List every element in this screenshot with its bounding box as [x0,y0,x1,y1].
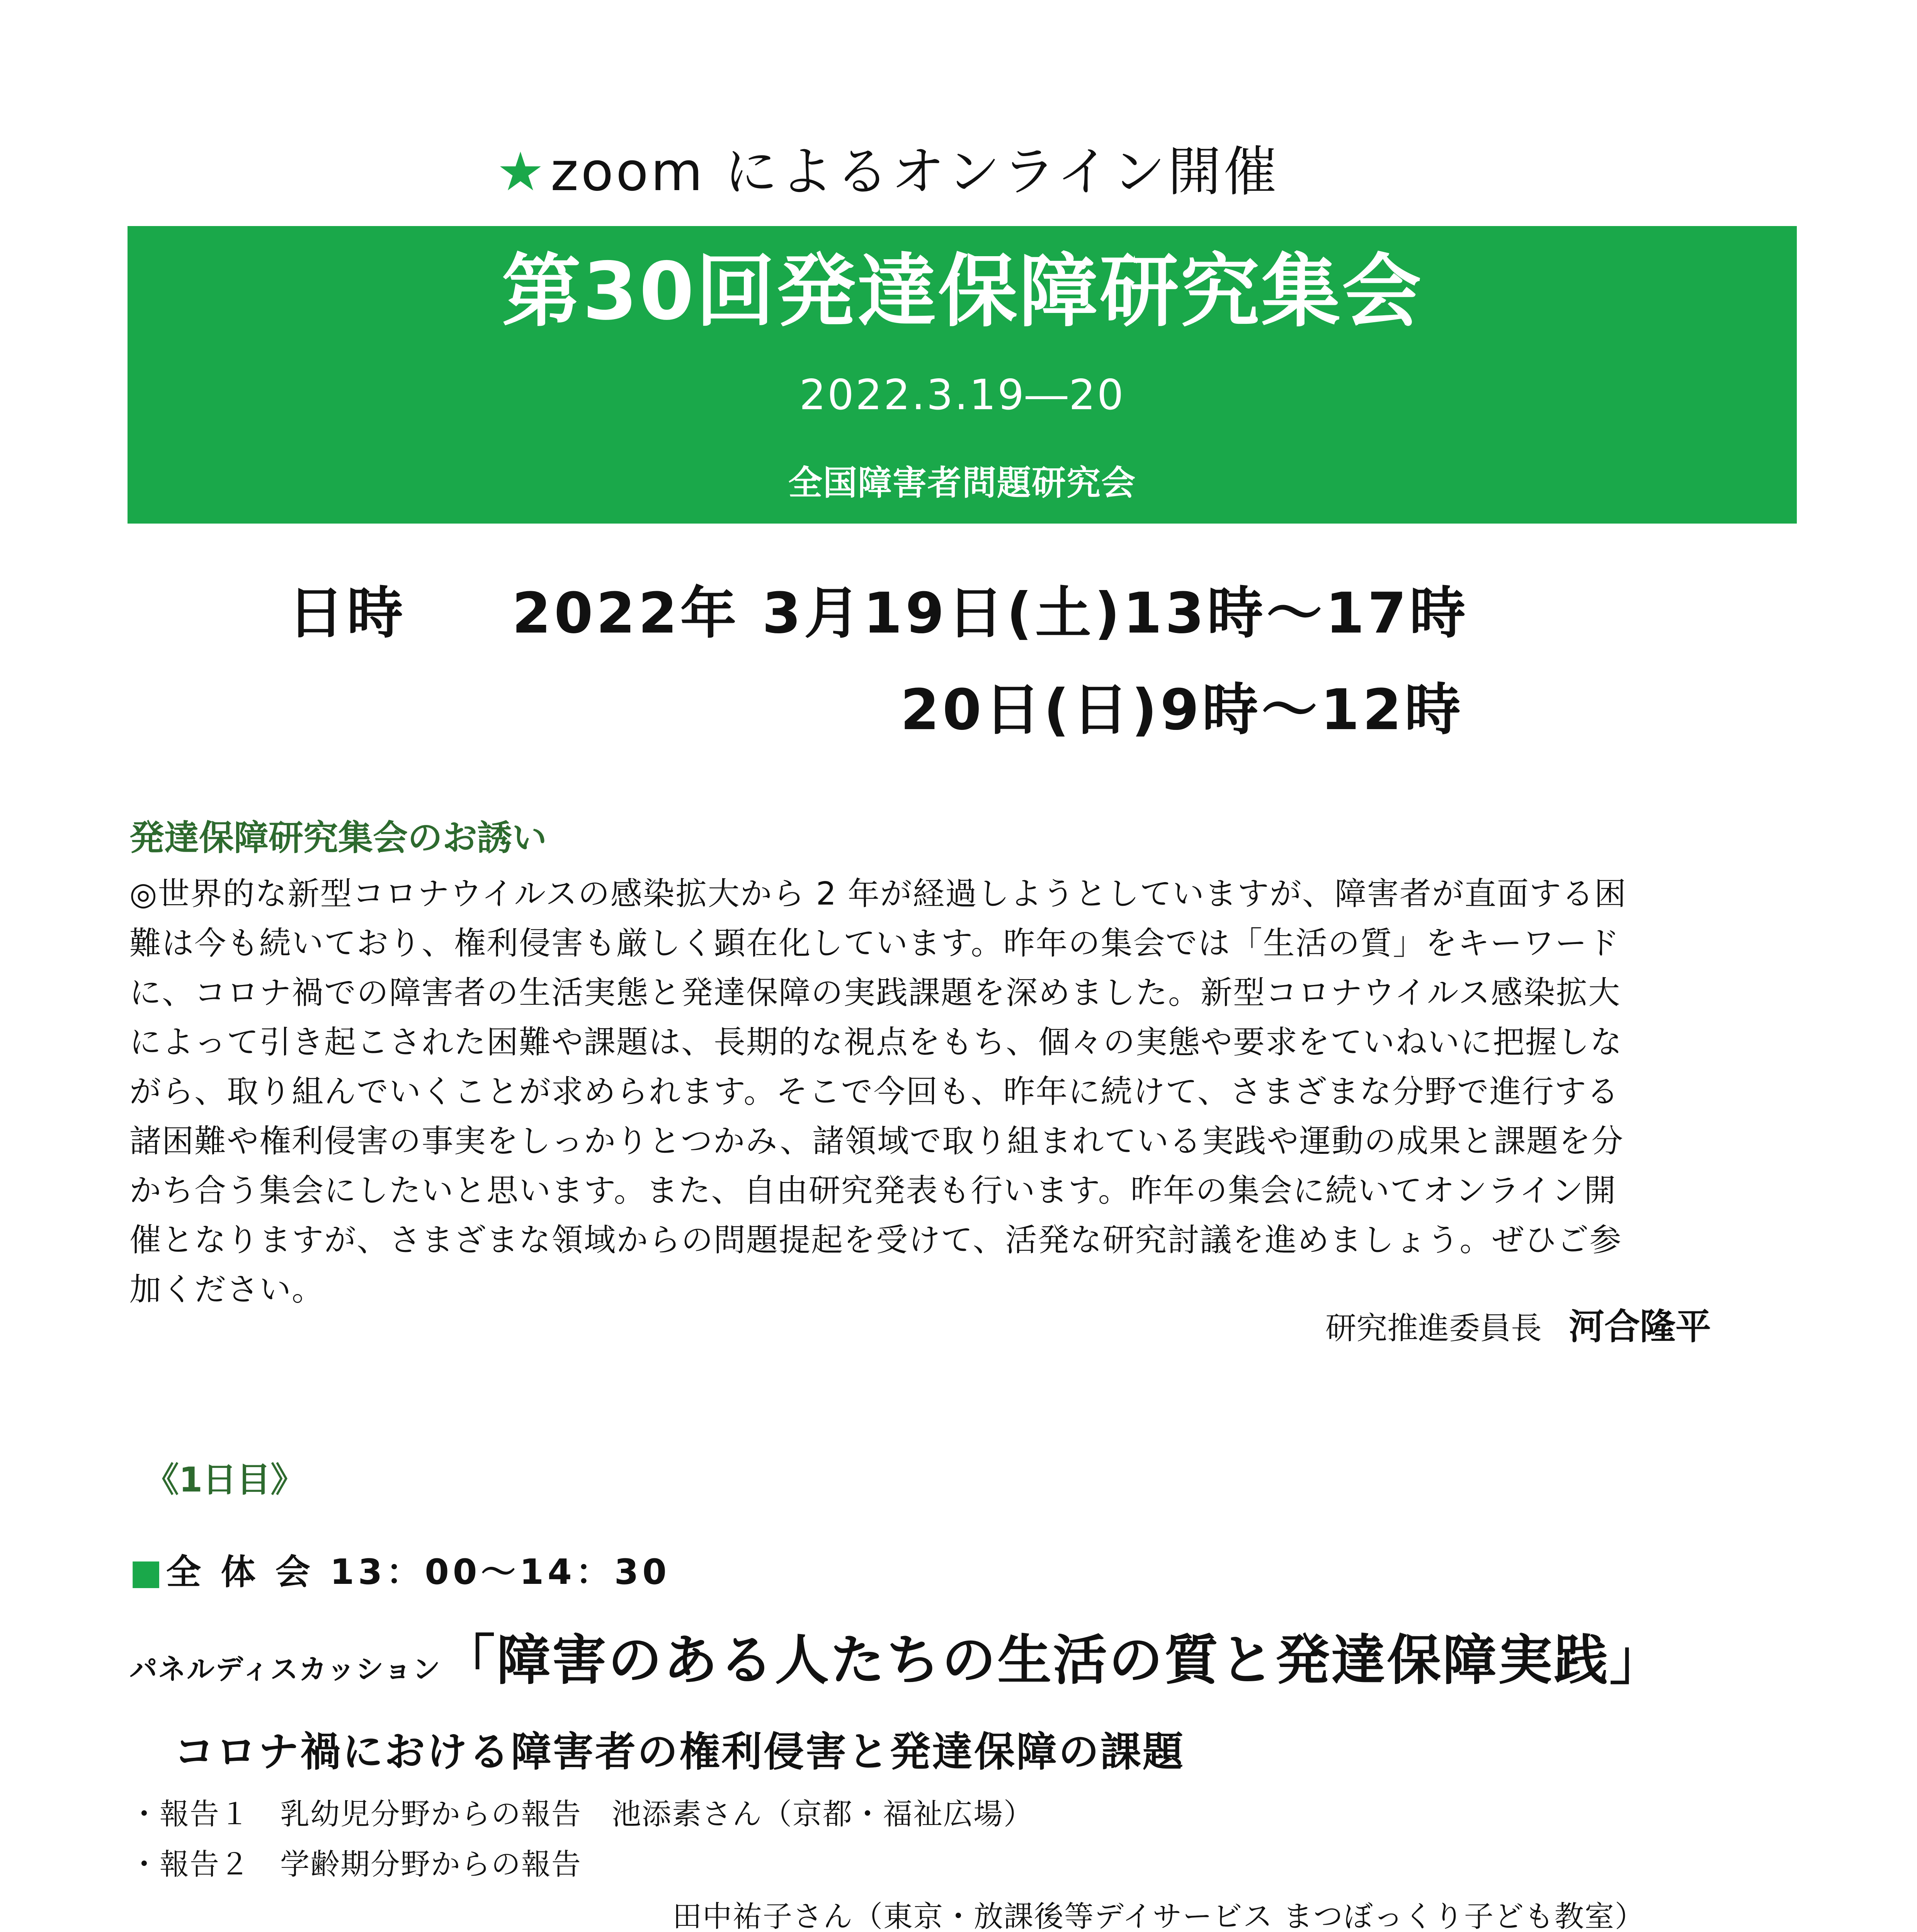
invitation-heading: 発達保障研究集会のお誘い [129,818,547,858]
invitation-line: 加ください。 [129,1271,325,1308]
star-icon: ★ [497,141,547,203]
datetime-day2: 20日(日)9時～12時 [900,677,1464,743]
panel-discussion [129,1617,1665,1695]
panel-title: 「障害のある人たちの生活の質と発達保障実践」 [441,1629,1665,1692]
organizer: 全国障害者問題研究会 [788,463,1136,503]
panel-prefix: パネルディスカッション [129,1653,441,1685]
plenary-heading [129,1544,670,1594]
online-notice [497,139,1279,205]
title-banner [128,226,1797,524]
signature-name: 河合隆平 [1569,1306,1711,1347]
signature [1325,1298,1711,1349]
datetime-day1: 2022年 3月19日(土)13時～17時 [512,581,1469,646]
invitation-line: 催となりますが、さまざまな領域からの問題提起を受けて、活発な研究討議を進めましょう。ぜひご参 [129,1222,1622,1259]
event-title: 第30回発達保障研究集会 [502,246,1423,338]
invitation-line: によって引き起こされた困難や課題は、長期的な視点をもち、個々の実態や要求をていねいに把握しな [129,1024,1623,1061]
day1-heading: 《1日目》 [145,1460,305,1500]
event-date: 2022.3.19―20 [799,371,1125,419]
invitation-line: 難は今も続いており、権利侵害も厳しく顕在化しています。昨年の集会では「生活の質」をキーワード [129,925,1620,962]
invitation-line: ◎世界的な新型コロナウイルスの感染拡大から 2 年が経過しようとしていますが、障害者が直面する困 [129,876,1627,912]
invitation-line: に、コロナ禍での障害者の生活実態と発達保障の実践課題を深めました。新型コロナウイルス感染拡大 [129,975,1621,1011]
report-2: ・報告２ 学齢期分野からの報告 [129,1847,582,1881]
online-text: zoom によるオンライン開催 [550,141,1279,203]
square-bullet-icon: ■ [129,1552,167,1592]
plenary-text: 全 体 会 13：00～14：30 [166,1552,671,1592]
report-1: ・報告１ 乳幼児分野からの報告 池添素さん（京都・福祉広場） [129,1797,1034,1831]
datetime-label: 日時 [288,581,406,646]
invitation-line: かち合う集会にしたいと思います。また、自由研究発表も行います。昨年の集会に続いてオンライン開 [129,1172,1617,1209]
report-2-speaker: 田中祐子さん（東京・放課後等デイサービス まつぼっくり子ども教室） [672,1899,1645,1932]
panel-subtitle: コロナ禍における障害者の権利侵害と発達保障の課題 [174,1728,1185,1776]
invitation-line: がら、取り組んでいくことが求められます。そこで今回も、昨年に続けて、さまざまな分野で進行する [129,1073,1619,1110]
invitation-line: 諸困難や権利侵害の事実をしっかりとつかみ、諸領域で取り組まれている実践や運動の成果と課題を分 [129,1123,1624,1160]
signature-role: 研究推進委員長 [1325,1310,1542,1346]
invitation-body [129,869,1791,1315]
